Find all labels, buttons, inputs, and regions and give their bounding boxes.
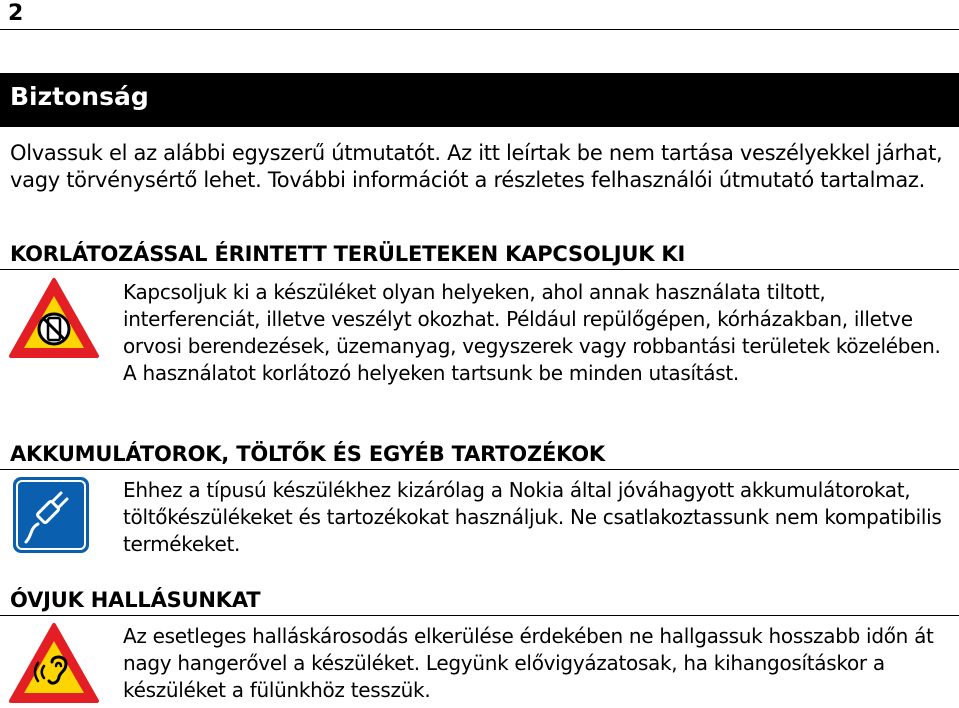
page-number: 2	[8, 1, 24, 26]
section-heading-accessories: AKKUMULÁTOROK, TÖLTŐK ÉS EGYÉB TARTOZÉKOK	[10, 442, 605, 466]
header-rule	[0, 29, 959, 30]
no-phone-warning-icon	[8, 277, 100, 363]
charger-plug-icon	[12, 476, 90, 558]
section-heading-hearing: ÓVJUK HALLÁSUNKAT	[10, 588, 261, 612]
section-heading-restricted-areas: KORLÁTOZÁSSAL ÉRINTETT TERÜLETEKEN KAPCSOLJUK KI	[10, 242, 686, 266]
section-text-restricted-areas: Kapcsoljuk ki a készüléket olyan helyeken, ahol annak használata tiltott, interferenciát, illetve veszélyt okozhat. Például repülőgépen, kórházakban, illetve orvosi berendezések, üzemanyag, vegyszerek vagy robbantási területek közelében. A használatot korlátozó helyeken tartsunk be minden utasítást.	[123, 280, 941, 385]
intro-paragraph: Olvassuk el az alábbi egyszerű útmutatót. Az itt leírtak be nem tartása veszélyekkel járhat, vagy törvénysértő lehet. További információt a részletes felhasználói útmutató tartalmaz.	[10, 141, 943, 192]
section-rule	[0, 469, 959, 470]
title-bar	[0, 73, 959, 127]
section-text-hearing: Az esetleges halláskárosodás elkerülése érdekében ne hallgassuk hosszabb időn át nagy hangerővel a készüléket. Legyünk elővigyázatosak, ha kihangosításkor a készüléket a fülünkhöz tesszük.	[123, 624, 934, 702]
section-rule	[0, 269, 959, 270]
hearing-warning-icon	[8, 622, 100, 708]
page-title: Biztonság	[10, 82, 149, 111]
section-text-accessories: Ehhez a típusú készülékhez kizárólag a Nokia által jóváhagyott akkumulátorokat, töltőkészülékeket és tartozékokat használjuk. Ne csatlakoztassunk nem kompatibilis termékeket.	[123, 478, 942, 556]
section-rule	[0, 615, 959, 616]
